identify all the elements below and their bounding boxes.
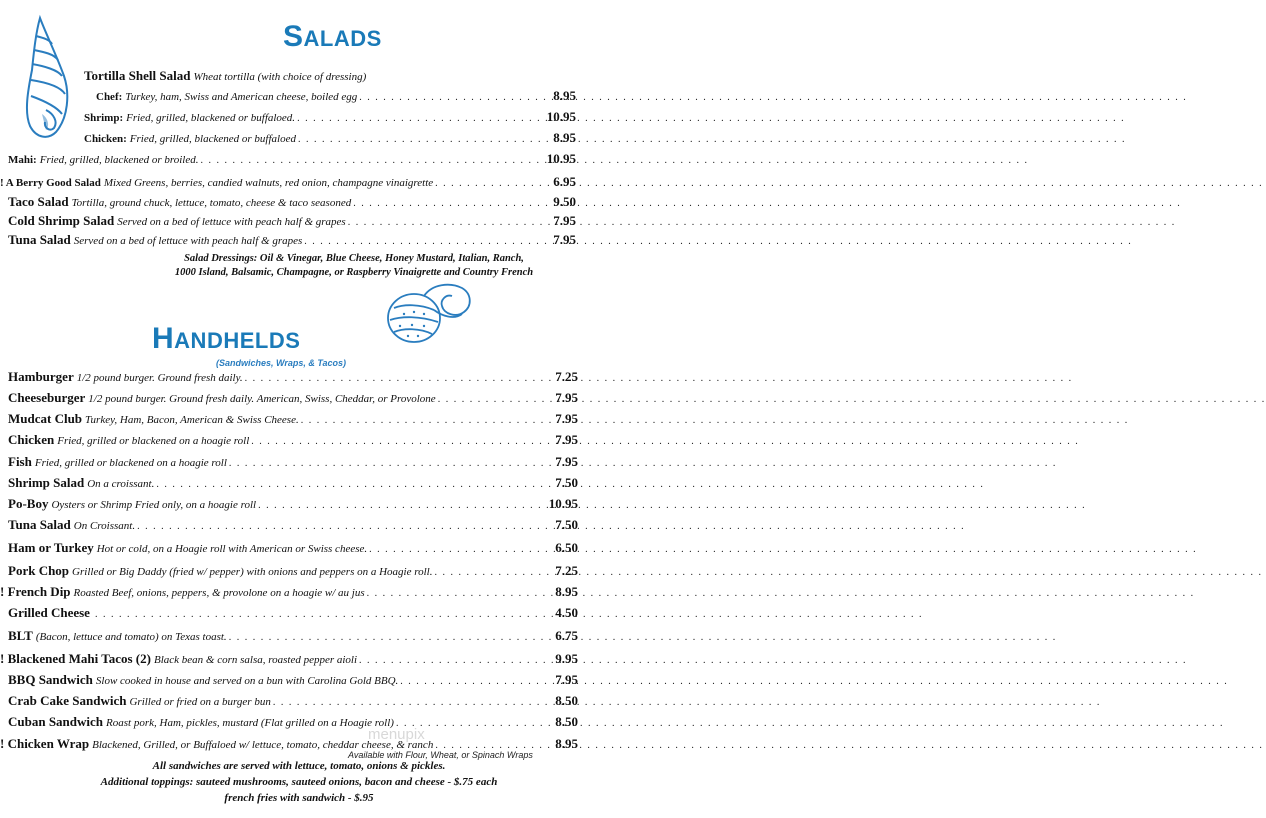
wrap-availability-note: Available with Flour, Wheat, or Spinach Wraps xyxy=(348,750,533,760)
menu-item: Mahi: Fried, grilled, blackened or broiled. . . . 10.95 xyxy=(8,151,576,167)
watermark: menupix xyxy=(368,726,425,743)
menu-item: Shrimp Salad On a croissant. . . . 7.50 xyxy=(8,475,578,491)
menu-item: Fish Fried, grilled or blackened on a hoagie roll . . . 7.95 xyxy=(8,454,578,470)
menu-item: Chicken Fried, grilled or blackened on a hoagie roll . . . 7.95 xyxy=(8,432,578,448)
menu-item: Cold Shrimp Salad Served on a bed of lettuce with peach half & grapes . . . 7.95 xyxy=(8,213,576,229)
menu-item: ! French Dip Roasted Beef, onions, peppers, & provolone on a hoagie w/ au jus . . . 8.95 xyxy=(0,584,578,600)
menu-item: BLT (Bacon, lettuce and tomato) on Texas toast. . . . 6.75 xyxy=(8,628,578,644)
menu-item: Cheeseburger 1/2 pound burger. Ground fresh daily. American, Swiss, Cheddar, or Provolone . . . 7.95 xyxy=(8,390,578,406)
salads-title: SALADS xyxy=(283,20,382,53)
menu-item: Po-Boy Oysters or Shrimp Fried only, on a hoagie roll . . . 10.95 xyxy=(8,496,578,512)
menu-item: Grilled Cheese . . . 4.50 xyxy=(8,605,578,621)
footer-line-1: All sandwiches are served with lettuce, tomato, onions & pickles. xyxy=(152,760,446,772)
sandwich-footer-note xyxy=(0,758,598,806)
menu-item: Ham or Turkey Hot or cold, on a Hoagie roll with American or Swiss cheese. . . . 6.50 xyxy=(8,540,578,556)
menu-item: Tortilla Shell Salad Wheat tortilla (with choice of dressing) xyxy=(84,68,367,83)
menu-item: BBQ Sandwich Slow cooked in house and served on a bun with Carolina Gold BBQ. . . . 7.95 xyxy=(8,672,578,688)
menu-item: Chef: Turkey, ham, Swiss and American cheese, boiled egg . . . 8.95 xyxy=(96,88,576,104)
menu-item: Tuna Salad Served on a bed of lettuce with peach half & grapes . . . 7.95 xyxy=(8,232,576,248)
footer-line-2: Additional toppings: sauteed mushrooms, sauteed onions, bacon and cheese - $.75 each xyxy=(100,776,498,788)
menu-item: ! Blackened Mahi Tacos (2) Black bean & corn salsa, roasted pepper aioli . . . 9.95 xyxy=(0,651,578,667)
menu-item: Crab Cake Sandwich Grilled or fried on a burger bun . . . 8.50 xyxy=(8,693,578,709)
seashell-icon xyxy=(18,14,76,142)
handhelds-title: HANDHELDS xyxy=(152,322,301,355)
handhelds-subtitle: (Sandwiches, Wraps, & Tacos) xyxy=(216,358,347,368)
menu-item: ! A Berry Good Salad Mixed Greens, berries, candied walnuts, red onion, champagne vinaigrette . . . 6.95 xyxy=(0,174,576,190)
menu-item: Cuban Sandwich Roast pork, Ham, pickles, mustard (Flat grilled on a Hoagie roll) . . . 8.50 xyxy=(8,714,578,730)
menu-item: Mudcat Club Turkey, Ham, Bacon, American & Swiss Cheese. . . . 7.95 xyxy=(8,411,578,427)
menu-item: Chicken: Fried, grilled, blackened or buffaloed . . . 8.95 xyxy=(84,130,576,146)
menu-item: Shrimp: Fried, grilled, blackened or buffaloed. . . . 10.95 xyxy=(84,109,576,125)
menu-item: ! Chicken Wrap Blackened, Grilled, or Buffaloed w/ lettuce, tomato, cheddar cheese, & ranch . . . 8.95 xyxy=(0,736,578,752)
conch-shell-icon xyxy=(384,280,474,346)
footer-line-3: french fries with sandwich - $.95 xyxy=(224,792,374,804)
salad-dressings-note: Salad Dressings: Oil & Vinegar, Blue Cheese, Honey Mustard, Italian, Ranch, 1000 Island, Balsamic, Champagne, or Raspberry Vinaigrette and Country French xyxy=(174,253,534,278)
menu-item: Tuna Salad On Croissant. . . . 7.50 xyxy=(8,517,578,533)
menu-item: Hamburger 1/2 pound burger. Ground fresh daily. . . . 7.25 xyxy=(8,369,578,385)
menu-item: Taco Salad Tortilla, ground chuck, lettuce, tomato, cheese & taco seasoned . . . 9.50 xyxy=(8,194,576,210)
menu-item: Pork Chop Grilled or Big Daddy (fried w/ pepper) with onions and peppers on a Hoagie roll. . . . 7.25 xyxy=(8,563,578,579)
